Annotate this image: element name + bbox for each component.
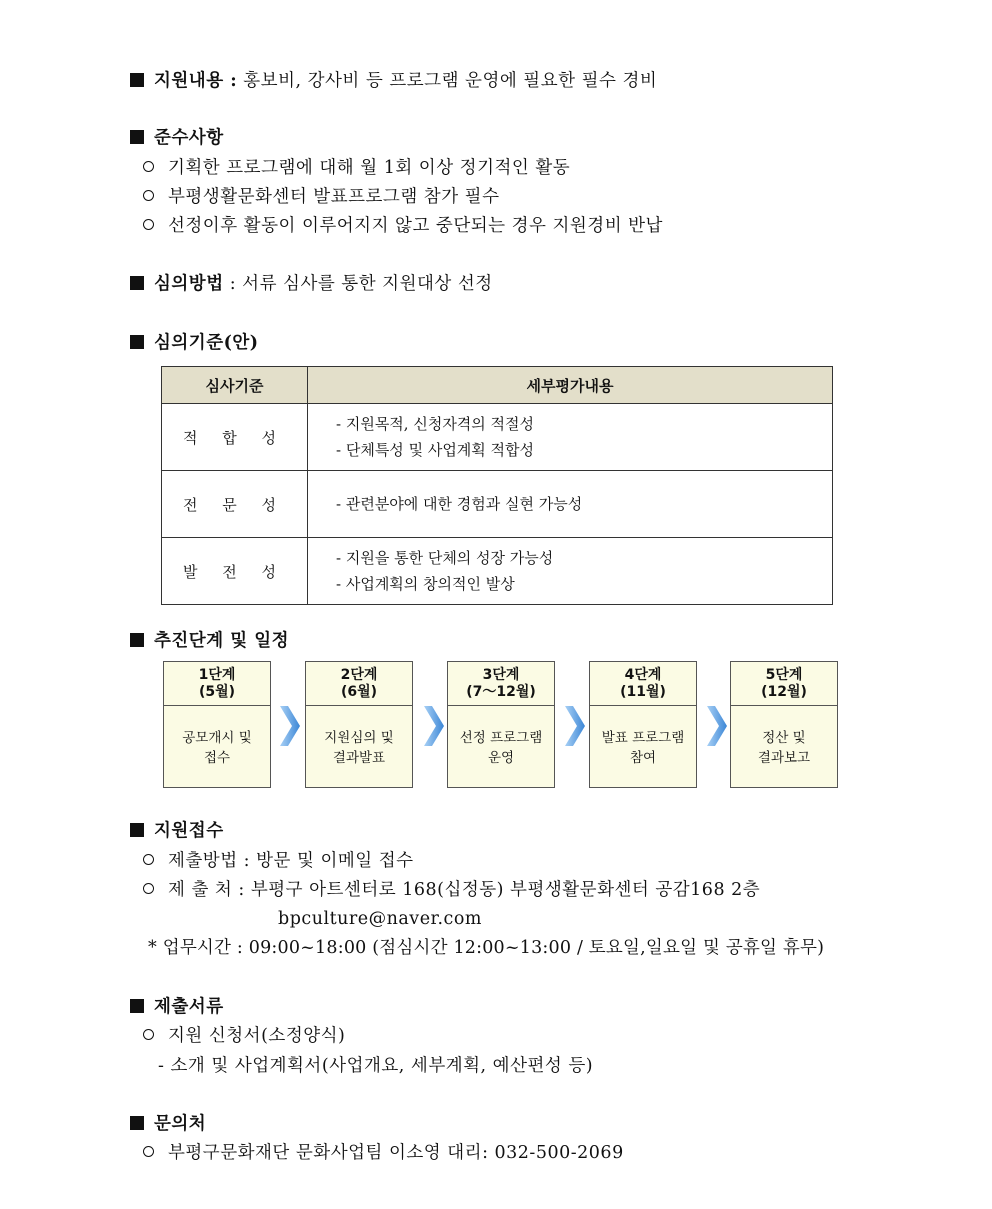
application-method <box>143 850 414 872</box>
support-content-label: 지원내용 : <box>154 71 238 91</box>
square-bullet-icon <box>130 823 144 837</box>
square-bullet-icon <box>130 130 144 144</box>
stage-step: 3단계 <box>482 667 520 683</box>
arrow-right-icon <box>707 706 727 746</box>
stage-body <box>306 706 412 768</box>
stage-body <box>164 706 270 768</box>
stage-header <box>164 662 270 706</box>
application-place-text: 제 출 처 : 부평구 아트센터로 168(십정동) 부평생활문화센터 공감168 2층 <box>168 880 761 900</box>
compliance-item <box>143 157 570 179</box>
stage-desc: 지원심의 및 <box>324 730 394 746</box>
square-bullet-icon <box>130 276 144 290</box>
stage-step: 5단계 <box>765 667 803 683</box>
review-method-label: 심의방법 <box>154 274 224 294</box>
stage-box <box>730 661 838 788</box>
criteria-detail: - 관련분야에 대한 경험과 실현 가능성 <box>336 495 583 513</box>
contact-item-text: 부평구문화재단 문화사업팀 이소영 대리: 032-500-2069 <box>168 1143 624 1163</box>
table-row <box>162 471 833 538</box>
schedule-heading <box>130 630 289 652</box>
schedule-heading-text: 추진단계 및 일정 <box>154 631 290 651</box>
stage-desc: 접수 <box>203 750 231 766</box>
circle-bullet-icon <box>143 161 154 172</box>
review-method-line <box>130 273 493 295</box>
stage-header <box>306 662 412 706</box>
compliance-item-text: 부평생활문화센터 발표프로그램 참가 필수 <box>168 187 500 207</box>
documents-item-text: 지원 신청서(소정양식) <box>168 1026 346 1046</box>
criteria-col-header: 세부평가내용 <box>308 367 833 404</box>
stage-body <box>448 706 554 768</box>
review-method-text: : 서류 심사를 통한 지원대상 선정 <box>229 274 493 294</box>
stage-desc: 운영 <box>487 750 515 766</box>
criteria-details <box>308 538 833 605</box>
table-row <box>162 538 833 605</box>
application-email: bpculture@naver.com <box>278 909 482 929</box>
criteria-detail: - 단체특성 및 사업계획 적합성 <box>336 441 535 459</box>
compliance-item <box>143 215 663 237</box>
documents-heading-text: 제출서류 <box>154 997 224 1017</box>
stage-step: 1단계 <box>198 667 236 683</box>
stage-desc: 정산 및 <box>762 730 806 746</box>
criteria-heading <box>130 332 259 354</box>
compliance-heading <box>130 127 224 149</box>
application-place <box>143 879 760 901</box>
stage-desc: 선정 프로그램 <box>459 730 543 746</box>
criteria-name: 적 합 성 <box>162 404 308 471</box>
criteria-table <box>161 366 833 605</box>
stage-period: (6월) <box>340 684 378 700</box>
stage-desc: 공모개시 및 <box>182 730 252 746</box>
support-content-line <box>130 70 657 92</box>
criteria-details <box>308 471 833 538</box>
square-bullet-icon <box>130 1116 144 1130</box>
stage-box <box>447 661 555 788</box>
criteria-detail: - 지원목적, 신청자격의 적절성 <box>336 415 535 433</box>
circle-bullet-icon <box>143 854 154 865</box>
contact-heading <box>130 1113 206 1135</box>
arrow-right-icon <box>565 706 585 746</box>
stage-period: (5월) <box>198 684 236 700</box>
stage-step: 2단계 <box>340 667 378 683</box>
compliance-heading-text: 준수사항 <box>154 128 224 148</box>
application-heading-text: 지원접수 <box>154 821 224 841</box>
stage-desc: 결과보고 <box>757 750 811 766</box>
stage-box <box>589 661 697 788</box>
compliance-item-text: 기획한 프로그램에 대해 월 1회 이상 정기적인 활동 <box>168 158 571 178</box>
documents-sub: - 소개 및 사업계획서(사업개요, 세부계획, 예산편성 등) <box>158 1056 594 1076</box>
stage-period: (7～12월) <box>466 684 536 700</box>
square-bullet-icon <box>130 73 144 87</box>
stage-period: (11월) <box>620 684 666 700</box>
criteria-name: 전 문 성 <box>162 471 308 538</box>
criteria-header-row <box>162 367 833 404</box>
circle-bullet-icon <box>143 1029 154 1040</box>
stage-step: 4단계 <box>624 667 662 683</box>
criteria-detail: - 사업계획의 창의적인 발상 <box>336 575 515 593</box>
compliance-item <box>143 186 499 208</box>
square-bullet-icon <box>130 335 144 349</box>
arrow-right-icon <box>280 706 300 746</box>
application-heading <box>130 820 224 842</box>
stage-period: (12월) <box>761 684 807 700</box>
circle-bullet-icon <box>143 219 154 230</box>
stage-header <box>448 662 554 706</box>
contact-item <box>143 1142 624 1164</box>
stage-box <box>305 661 413 788</box>
circle-bullet-icon <box>143 190 154 201</box>
business-hours: * 업무시간 : 09:00~18:00 (점심시간 12:00~13:00 / 토요일,일요일 및 공휴일 휴무) <box>148 938 825 958</box>
circle-bullet-icon <box>143 1146 154 1157</box>
table-row <box>162 404 833 471</box>
application-method-text: 제출방법 : 방문 및 이메일 접수 <box>168 851 414 871</box>
square-bullet-icon <box>130 999 144 1013</box>
support-content-text: 홍보비, 강사비 등 프로그램 운영에 필요한 필수 경비 <box>243 71 658 91</box>
stage-body <box>731 706 837 768</box>
stage-desc: 참여 <box>629 750 657 766</box>
criteria-detail: - 지원을 통한 단체의 성장 가능성 <box>336 549 554 567</box>
criteria-heading-text: 심의기준(안) <box>154 333 259 353</box>
criteria-col-header: 심사기준 <box>162 367 308 404</box>
compliance-item-text: 선정이후 활동이 이루어지지 않고 중단되는 경우 지원경비 반납 <box>168 216 663 236</box>
circle-bullet-icon <box>143 883 154 894</box>
stage-header <box>590 662 696 706</box>
arrow-right-icon <box>424 706 444 746</box>
square-bullet-icon <box>130 633 144 647</box>
stage-box <box>163 661 271 788</box>
documents-item <box>143 1025 345 1047</box>
stage-desc: 발표 프로그램 <box>601 730 685 746</box>
contact-heading-text: 문의처 <box>154 1114 207 1134</box>
criteria-details <box>308 404 833 471</box>
stage-header <box>731 662 837 706</box>
criteria-name: 발 전 성 <box>162 538 308 605</box>
documents-heading <box>130 996 224 1018</box>
stage-desc: 결과발표 <box>332 750 386 766</box>
stage-body <box>590 706 696 768</box>
